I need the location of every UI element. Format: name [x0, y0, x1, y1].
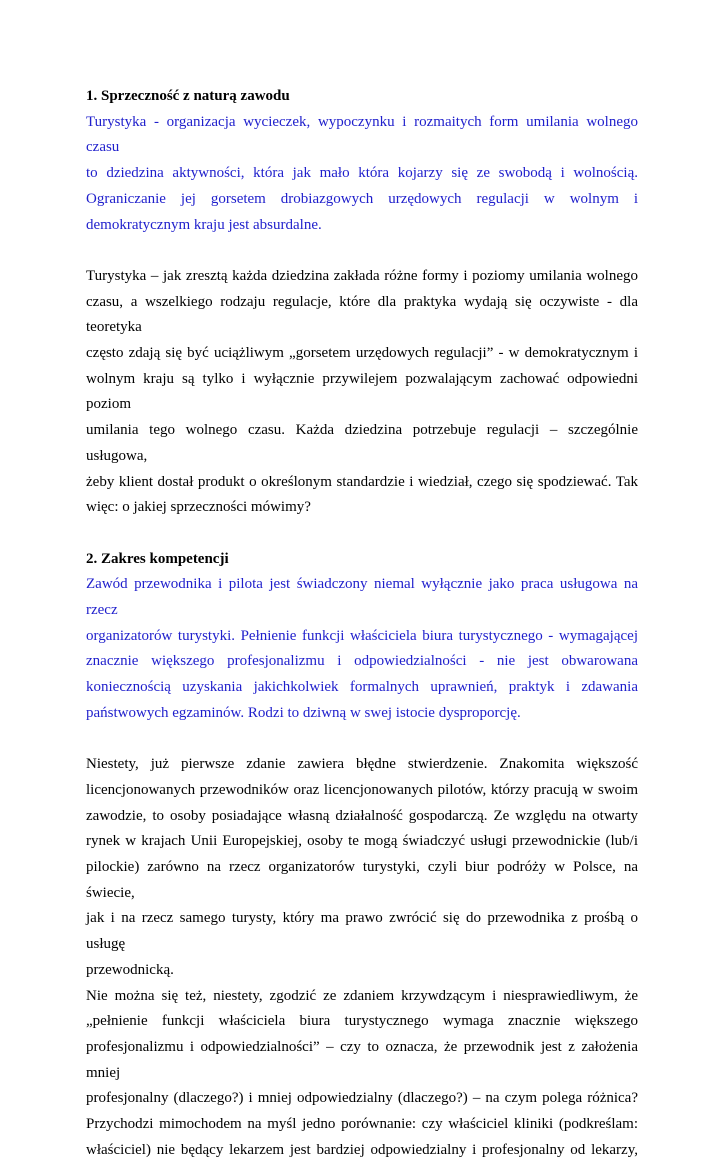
response-line: Niestety, już pierwsze zdanie zawiera błędne stwierdzenie. Znakomita większość [86, 756, 638, 773]
response-line: „pełnienie funkcji właściciela biura turystycznego wymaga znacznie większego [86, 1013, 638, 1030]
section-2-response-continued [86, 984, 638, 1163]
response-line: Przychodzi mimochodem na myśl jedno porównanie: czy właściciel kliniki (podkreślam: [86, 1116, 638, 1133]
paragraph-gap [86, 521, 638, 547]
claim-line: organizatorów turystyki. Pełnienie funkcji właściciela biura turystycznego - wymagającej [86, 627, 638, 644]
claim-line: to dziedzina aktywności, która jak mało która kojarzy się ze swobodą i wolnością. [86, 165, 638, 182]
claim-line: Zawód przewodnika i pilota jest świadczony niemal wyłącznie jako praca usługowa na rzecz [86, 576, 638, 619]
response-line: rynek w krajach Unii Europejskiej, osoby te mogą świadczyć usługi przewodnickie (lub/i [86, 833, 638, 850]
claim-line: Ograniczanie jej gorsetem drobiazgowych urzędowych regulacji w wolnym i [86, 190, 638, 207]
claim-line: koniecznością uzyskania jakichkolwiek formalnych uprawnień, praktyk i zdawania [86, 679, 638, 696]
section-1-heading: 1. Sprzeczność z naturą zawodu [86, 88, 290, 104]
response-line: czasu, a wszelkiego rodzaju regulacje, które dla praktyka wydają się oczywiste - dla teoretyka [86, 293, 638, 336]
response-line: profesjonalizmu i odpowiedzialności” – czy to oznacza, że przewodnik jest z założenia mniej [86, 1038, 638, 1081]
response-line: pilockie) zarówno na rzecz organizatorów turystyki, czyli biur podróży w Polsce, na świecie, [86, 859, 638, 901]
section-1-response [86, 264, 638, 521]
paragraph-gap [86, 727, 638, 753]
response-line: licencjonowanych przewodników oraz licencjonowanych pilotów, którzy pracują w swoim [86, 781, 638, 798]
response-line: zawodzie, to osoby posiadające własną działalność gospodarczą. Ze względu na otwarty [86, 807, 638, 824]
response-line: umilania tego wolnego czasu. Każda dziedzina potrzebuje regulacji – szczególnie usługowa, [86, 422, 638, 464]
paragraph-gap [86, 238, 638, 264]
response-line: Nie można się też, niestety, zgodzić ze zdaniem krzywdzącym i niesprawiedliwym, że [86, 987, 638, 1004]
response-line: profesjonalny (dlaczego?) i mniej odpowiedzialny (dlaczego?) – na czym polega różnica? [86, 1090, 638, 1107]
response-line: wolnym kraju są tylko i wyłącznie przywilejem pozwalającym zachować odpowiedni poziom [86, 370, 638, 413]
claim-line: Turystyka - organizacja wycieczek, wypoczynku i rozmaitych form umilania wolnego czasu [86, 113, 638, 156]
response-line: właściciel) nie będący lekarzem jest bardziej odpowiedzialny i profesjonalny od lekarzy, [86, 1141, 638, 1158]
response-line: jak i na rzecz samego turysty, który ma prawo zwrócić się do przewodnika z prośbą o usługę [86, 910, 638, 953]
response-line: Turystyka – jak zresztą każda dziedzina zakłada różne formy i poziomy umilania wolnego [86, 267, 638, 284]
section-2-claim [86, 572, 638, 726]
claim-line: demokratycznym kraju jest absurdalne. [86, 216, 322, 233]
response-line: żeby klient dostał produkt o określonym standardzie i wiedział, czego się spodziewać. Tak [86, 473, 638, 490]
response-line: często zdają się być uciążliwym „gorsetem urzędowych regulacji” - w demokratycznym i [86, 345, 638, 362]
section-1-claim [86, 110, 638, 239]
section-2-heading: 2. Zakres kompetencji [86, 550, 229, 567]
claim-line: państwowych egzaminów. Rodzi to dziwną w swej istocie dysproporcję. [86, 704, 521, 721]
response-line: więc: o jakiej sprzeczności mówimy? [86, 499, 311, 516]
claim-line: znacznie większego profesjonalizmu i odpowiedzialności - nie jest obwarowana [86, 653, 638, 670]
section-2-response [86, 752, 638, 983]
response-line: przewodnicką. [86, 961, 174, 978]
